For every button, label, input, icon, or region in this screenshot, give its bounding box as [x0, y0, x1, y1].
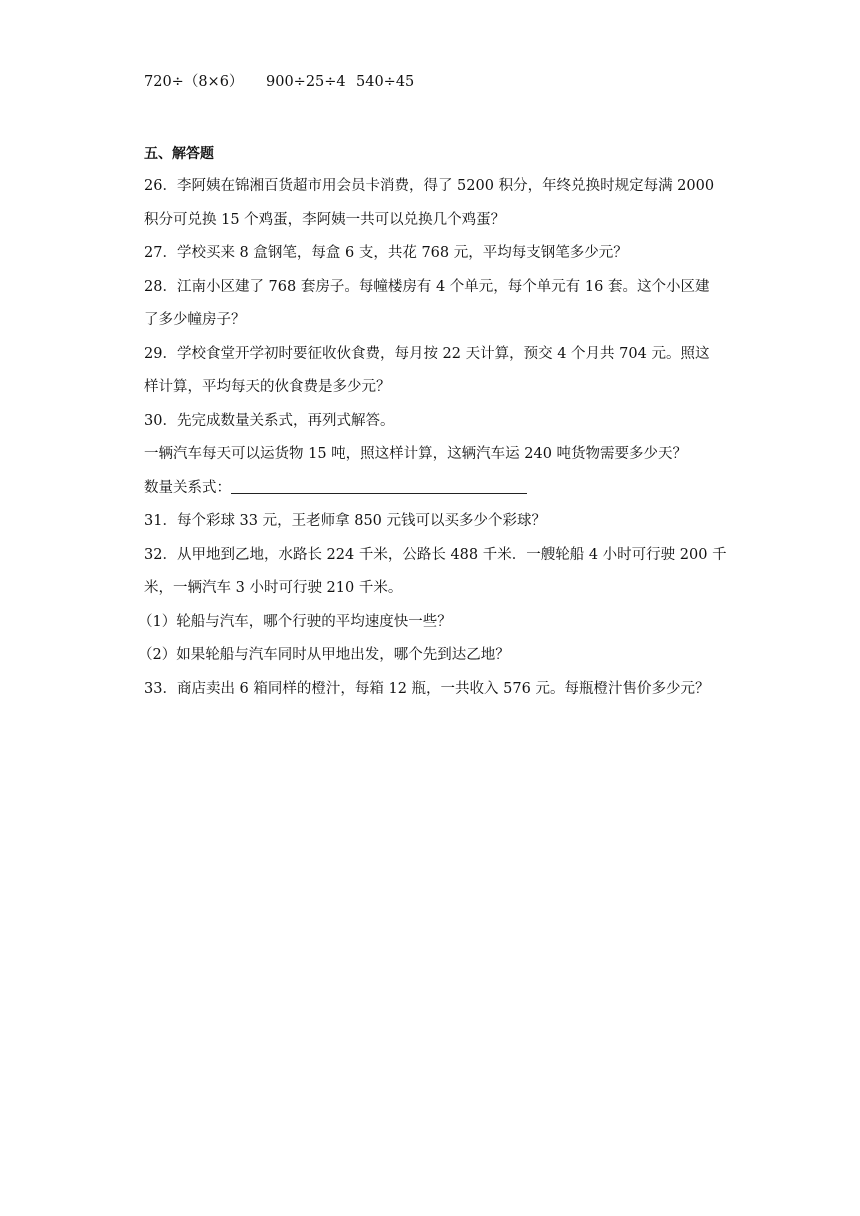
question-29-line-2: 样计算，平均每天的伙食费是多少元？ — [144, 379, 391, 395]
calc-expression-1: 720÷（8×6） — [144, 74, 244, 90]
worksheet-page — [138, 66, 727, 706]
calculation-row — [144, 66, 724, 98]
calc-expression-2: 900÷25÷4 — [266, 74, 346, 90]
answer-blank-line[interactable] — [231, 479, 527, 494]
question-26-line-2: 积分可兑换 15 个鸡蛋，李阿姨一共可以兑换几个鸡蛋？ — [144, 211, 506, 228]
question-30-line-1: 30．先完成数量关系式，再列式解答。 — [144, 412, 395, 429]
question-26-line-1: 26．李阿姨在锦湘百货超市用会员卡消费，得了 5200 积分，年终兑换时规定每满 2000 — [144, 178, 715, 194]
question-29-line-1: 29．学校食堂开学初时要征收伙食费，每月按 22 天计算，预交 4 个月共 704 元。照这 — [144, 345, 710, 362]
question-28-line-2: 了多少幢房子？ — [144, 312, 246, 328]
question-32-line-1: 32．从甲地到乙地，水路长 224 千米，公路长 488 千米．一艘轮船 4 小时可行驶 200 千 — [144, 546, 727, 563]
relation-label: 数量关系式： — [144, 479, 231, 496]
question-32-sub-1: （1）轮船与汽车，哪个行驶的平均速度快一些？ — [138, 613, 452, 630]
question-32-sub-2: （2）如果轮船与汽车同时从甲地出发，哪个先到达乙地？ — [138, 647, 510, 663]
calc-expression-3: 540÷45 — [356, 74, 415, 90]
question-30-relation — [144, 472, 724, 506]
question-28-line-1: 28．江南小区建了 768 套房子。每幢楼房有 4 个单元，每个单元有 16 套。这个小区建 — [144, 278, 710, 295]
question-30-line-2: 一辆汽车每天可以运货物 15 吨，照这样计算，这辆汽车运 240 吨货物需要多少天？ — [144, 446, 688, 462]
section-title: 五、解答题 — [144, 146, 214, 162]
question-27: 27．学校买来 8 盒钢笔，每盒 6 支，共花 768 元，平均每支钢笔多少元？ — [144, 245, 628, 261]
question-33: 33．商店卖出 6 箱同样的橙汁，每箱 12 瓶，一共收入 576 元。每瓶橙汁售价多少元？ — [144, 680, 710, 697]
question-32-line-2: 米，一辆汽车 3 小时可行驶 210 千米。 — [144, 580, 403, 596]
question-31: 31．每个彩球 33 元，王老师拿 850 元钱可以买多少个彩球？ — [144, 513, 547, 529]
